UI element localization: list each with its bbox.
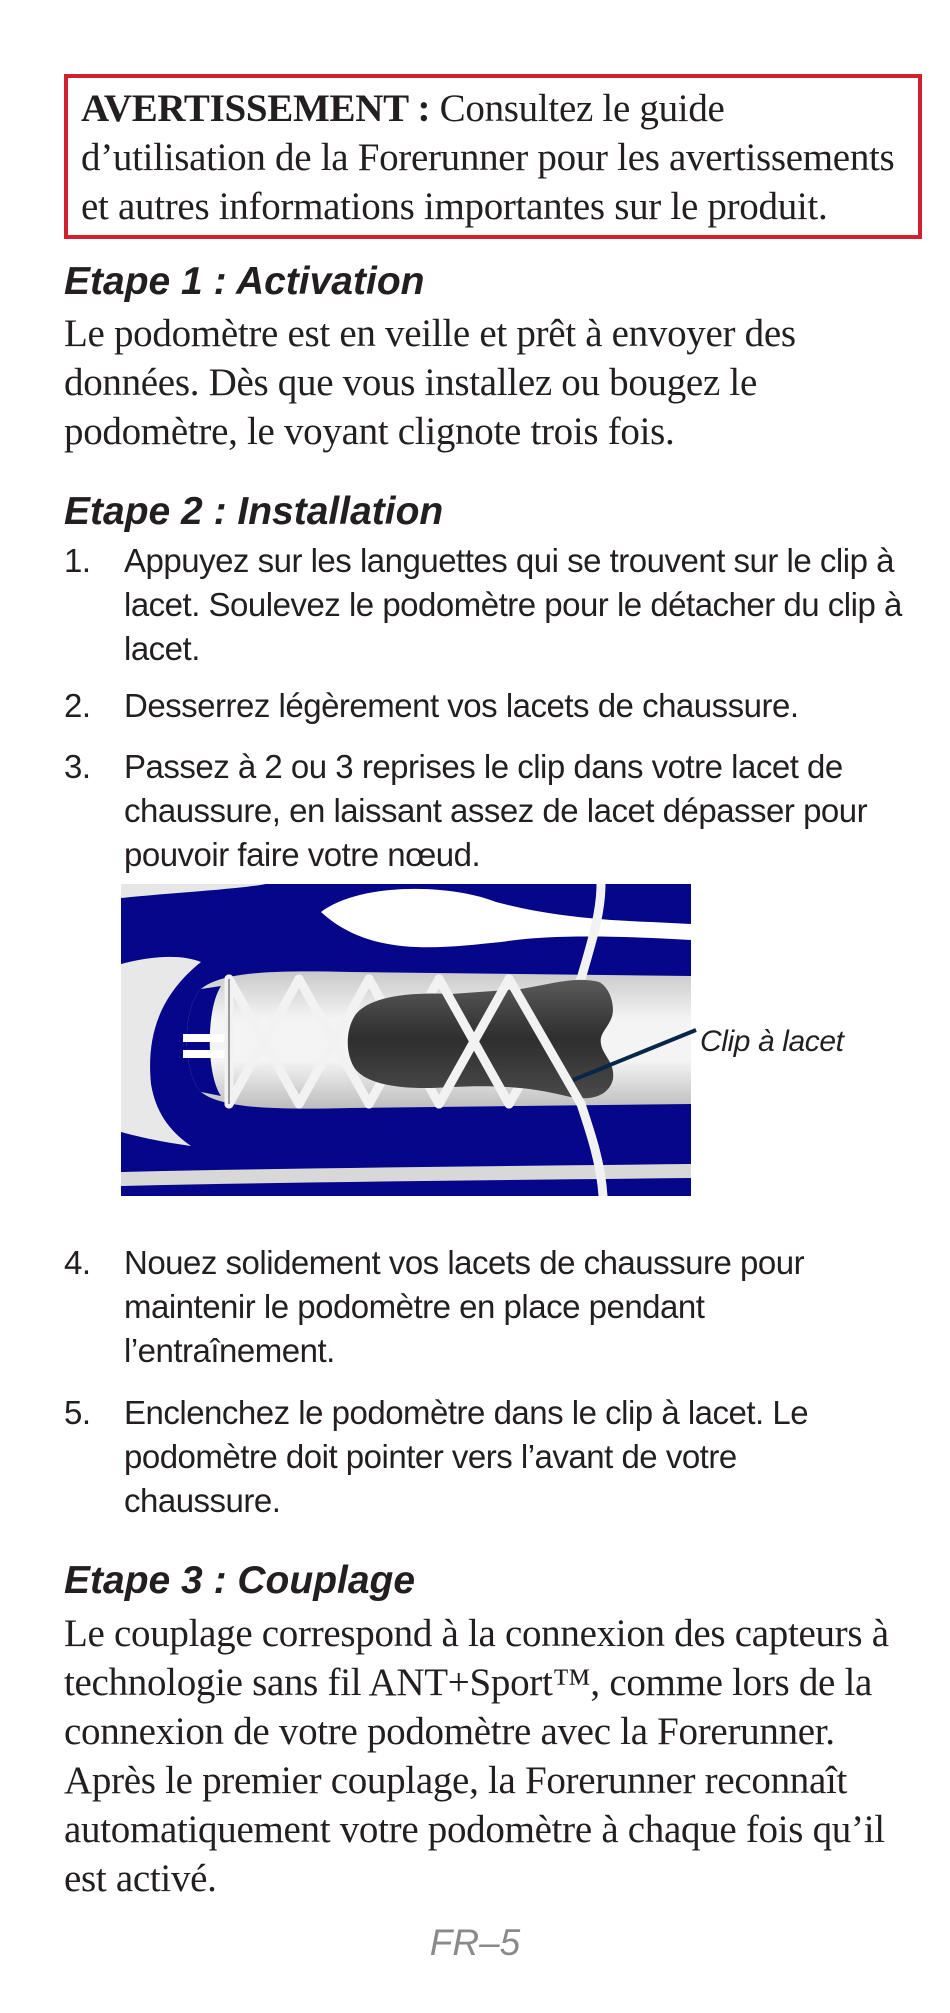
step-number: 4. [64,1244,91,1281]
step-text: Passez à 2 ou 3 reprises le clip dans votre lacet de chaussure, en laissant assez de lacet dépasser pour pouvoir faire votre nœud. [124,748,868,873]
lace-clip-callout: Clip à lacet [700,1025,844,1058]
step3-body: Le couplage correspond à la connexion des capteurs à technologie sans fil ANT+Sport™, comme lors de la connexion de votre podomètre avec la Forerunner. Après le premier couplage, la Forerunner reconnaît automatiquement votre podomètre à chaque fois qu’il est activé. [64,1612,889,1900]
page-number: FR–5 [429,1922,521,1963]
step-text: Appuyez sur les languettes qui se trouvent sur le clip à lacet. Soulevez le podomètre pour le détacher du clip à lacet. [124,542,902,667]
warning-box [64,74,922,239]
step-item-1 [64,539,934,671]
warning-text: Consultez le guide d’utilisation de la Forerunner pour les avertissements et autres informations importantes sur le produit. [81,87,895,228]
step-item-3 [64,745,934,877]
step-item-4 [64,1241,934,1373]
step-number: 5. [64,1394,91,1431]
step1-body: Le podomètre est en veille et prêt à envoyer des données. Dès que vous installez ou bougez le podomètre, le voyant clignote trois fois. [64,312,796,453]
step1-heading: Etape 1 : Activation [64,260,425,303]
step-item-2 [64,684,934,728]
step3-heading: Etape 3 : Couplage [64,1559,416,1602]
step-text: Desserrez légèrement vos lacets de chaussure. [124,687,799,724]
step-text: Nouez solidement vos lacets de chaussure pour maintenir le podomètre en place pendant l’entraînement. [124,1244,805,1369]
step-number: 3. [64,748,91,785]
step-text: Enclenchez le podomètre dans le clip à lacet. Le podomètre doit pointer vers l’avant de votre chaussure. [124,1394,809,1519]
step-item-5 [64,1391,934,1523]
step-number: 2. [64,687,91,724]
step-number: 1. [64,542,91,579]
step2-heading: Etape 2 : Installation [64,490,444,533]
warning-label: AVERTISSEMENT : [81,87,431,130]
